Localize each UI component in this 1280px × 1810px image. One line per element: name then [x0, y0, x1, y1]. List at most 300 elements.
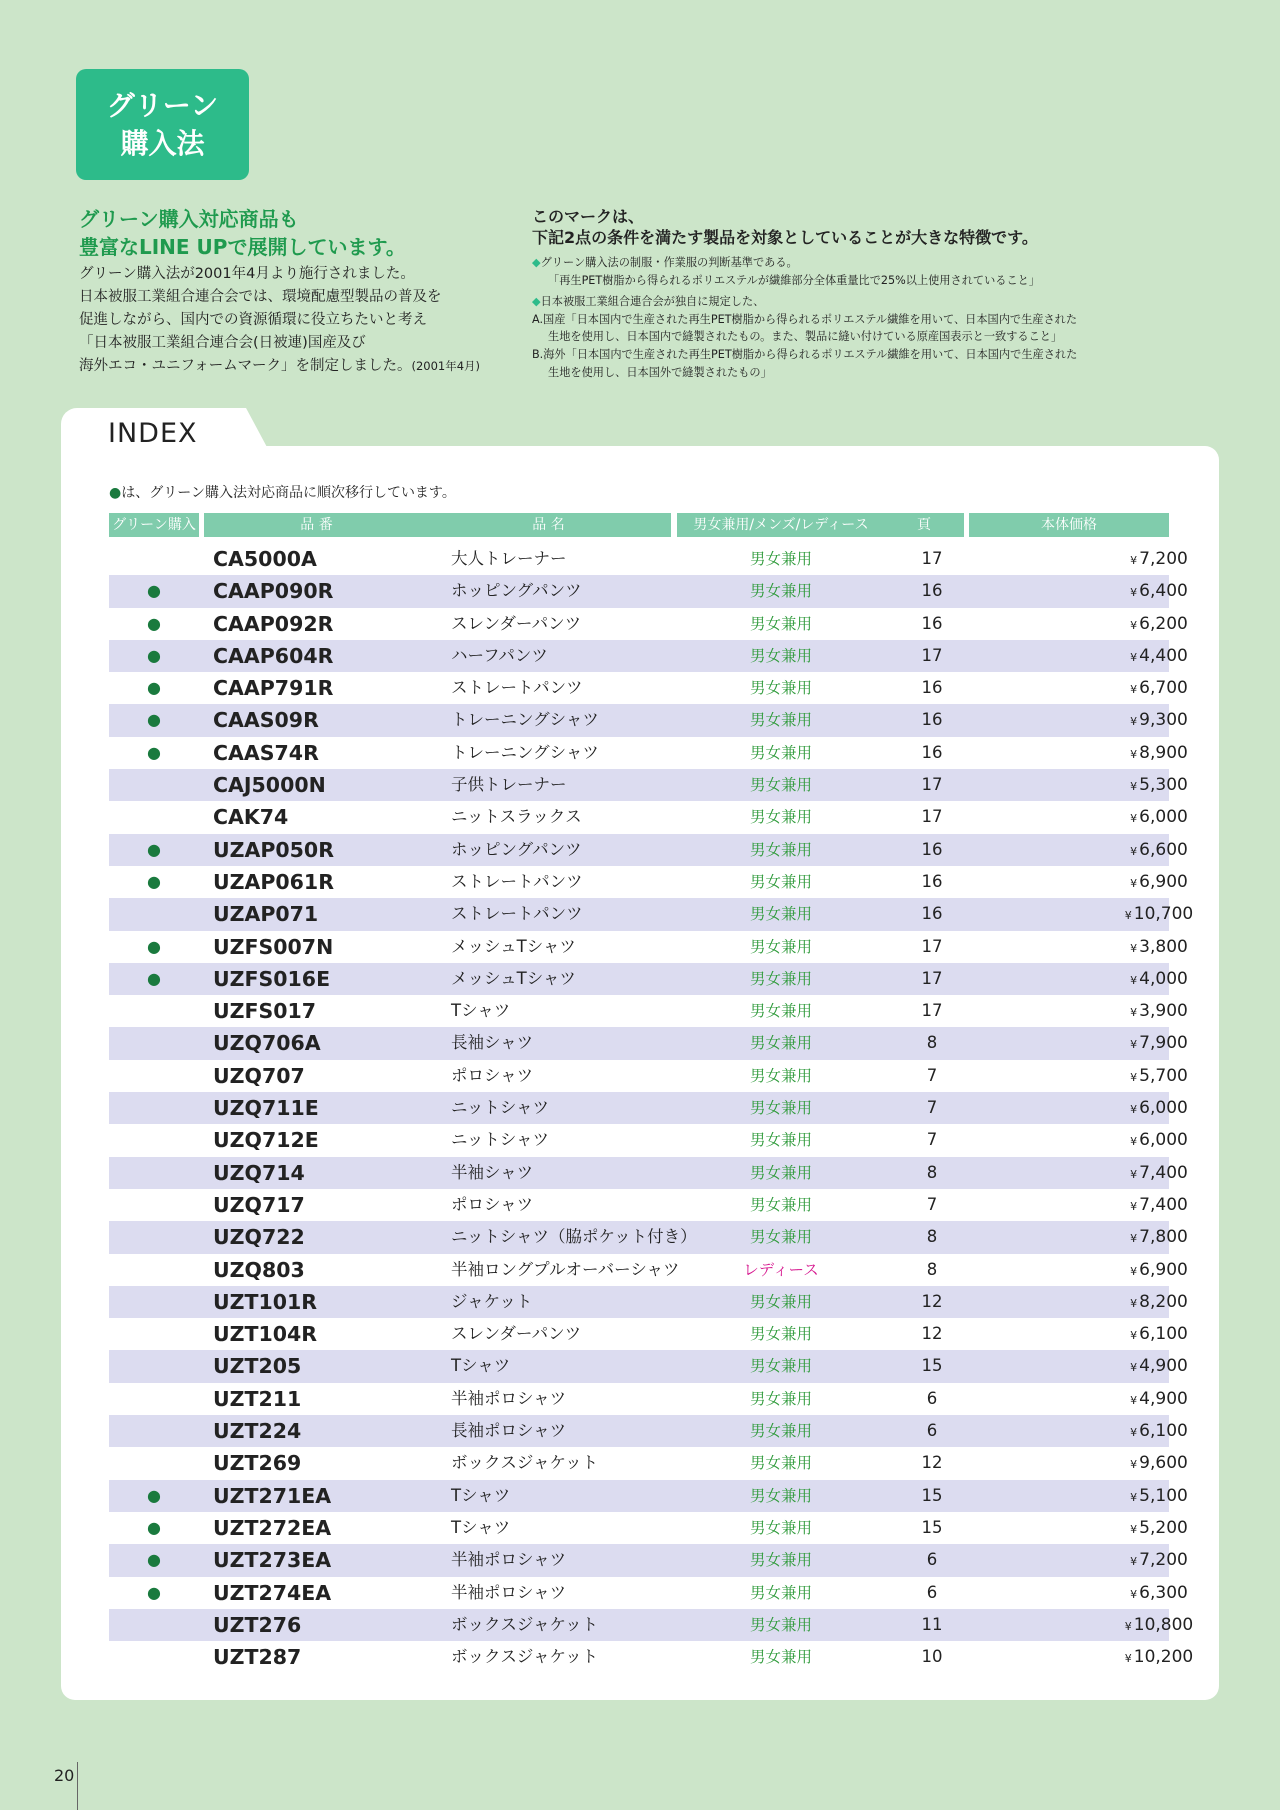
intro-left — [79, 205, 519, 378]
table-row — [109, 704, 1188, 736]
product-name: Tシャツ — [451, 1517, 511, 1537]
yen-sign: ¥ — [1130, 618, 1138, 632]
green-mark: ● — [147, 581, 161, 601]
price-value: 7,900 — [1139, 1033, 1188, 1054]
header-code: 品 番 — [204, 513, 429, 537]
product-code: UZT269 — [213, 1451, 302, 1476]
page-ref: 16 — [921, 710, 943, 730]
product-name: ニットシャツ（脇ポケット付き） — [451, 1227, 697, 1247]
price-value: 10,200 — [1133, 1647, 1194, 1668]
table-row — [109, 1350, 1188, 1382]
gender-type: 男女兼用 — [749, 1066, 812, 1085]
price — [1009, 1383, 1209, 1415]
product-code: UZAP071 — [213, 902, 319, 927]
green-mark: ● — [147, 839, 161, 859]
yen-sign: ¥ — [1130, 1329, 1138, 1343]
product-code: CAAP092R — [213, 611, 334, 636]
table-header — [109, 513, 1169, 537]
product-name: スレンダーパンツ — [451, 613, 582, 633]
body-line — [79, 355, 519, 378]
price-value: 6,900 — [1139, 871, 1188, 892]
page-ref: 8 — [926, 1259, 938, 1279]
product-code: UZT211 — [213, 1386, 302, 1411]
price — [1009, 608, 1209, 640]
price-value: 6,700 — [1139, 678, 1188, 699]
gender-type: 男女兼用 — [749, 1131, 812, 1150]
product-code: UZQ712E — [213, 1128, 319, 1153]
page-ref: 16 — [921, 871, 943, 891]
mark-notes — [532, 254, 1172, 381]
price-value: 7,200 — [1139, 549, 1188, 569]
green-mark: ● — [147, 1485, 161, 1505]
index-note-text: は、グリーン購入法対応商品に順次移行しています。 — [121, 485, 456, 501]
table-row — [109, 575, 1188, 607]
table-row — [109, 1415, 1188, 1447]
table-row — [109, 1157, 1188, 1189]
product-code: UZT276 — [213, 1612, 302, 1637]
price — [1009, 1221, 1209, 1253]
price-value: 10,800 — [1133, 1614, 1194, 1635]
gender-type: 男女兼用 — [749, 1648, 812, 1667]
yen-sign: ¥ — [1130, 650, 1138, 664]
product-name: 半袖ポロシャツ — [451, 1388, 567, 1408]
product-code: CAAP090R — [213, 579, 334, 604]
product-code: UZAP061R — [213, 869, 334, 894]
green-mark: ● — [147, 613, 161, 633]
product-name: メッシュTシャツ — [451, 968, 576, 988]
price-value: 5,700 — [1139, 1065, 1188, 1086]
mark-headline — [532, 206, 1172, 248]
product-code: CAAP791R — [213, 676, 334, 701]
price — [1009, 1577, 1209, 1609]
note-line: B.海外「日本国内で生産された再生PET樹脂から得られるポリエステル繊維を用いて、日本国内で生産された — [532, 347, 1078, 361]
price-value: 7,200 — [1139, 1550, 1188, 1571]
green-mark — [109, 1318, 199, 1350]
table-row — [109, 995, 1188, 1027]
page-ref: 15 — [921, 1356, 943, 1376]
price — [1009, 1189, 1209, 1221]
price-value: 6,400 — [1139, 581, 1188, 602]
page-ref: 7 — [926, 1130, 938, 1150]
green-mark — [109, 995, 199, 1027]
note-line: 生地を使用し、日本国内で縫製されたもの。また、製品に縫い付けている原産国表示と一致すること」 — [548, 330, 1063, 344]
green-mark — [109, 1124, 199, 1156]
header-green: グリーン購入 — [109, 513, 199, 537]
gender-type: 男女兼用 — [749, 1583, 812, 1602]
gender-type: 男女兼用 — [749, 1002, 812, 1021]
note-line: 生地を使用し、日本国外で縫製されたもの」 — [548, 365, 772, 379]
product-name: ニットシャツ — [451, 1098, 550, 1118]
yen-sign: ¥ — [1130, 1490, 1138, 1504]
price — [1009, 963, 1209, 995]
table-row — [109, 608, 1188, 640]
product-name: ストレートパンツ — [451, 871, 583, 891]
product-code: UZQ706A — [213, 1031, 321, 1056]
table-row — [109, 1221, 1188, 1253]
body-line-text: 海外エコ・ユニフォームマーク」を制定しました。 — [79, 358, 412, 374]
product-name: ボックスジャケット — [451, 1453, 599, 1473]
table-row — [109, 866, 1188, 898]
price — [1009, 1157, 1209, 1189]
page-ref: 7 — [926, 1194, 938, 1214]
yen-sign: ¥ — [1130, 1167, 1138, 1181]
gender-type: 男女兼用 — [749, 582, 812, 601]
product-name: 半袖ロングプルオーバーシャツ — [451, 1259, 680, 1279]
price-value: 9,300 — [1139, 710, 1188, 731]
price-value: 6,300 — [1139, 1582, 1188, 1603]
price — [1009, 1286, 1209, 1318]
table-row — [109, 1447, 1188, 1479]
yen-sign: ¥ — [1130, 1070, 1138, 1084]
price — [1009, 1415, 1209, 1447]
product-name: トレーニングシャツ — [451, 742, 599, 762]
table-row — [109, 1286, 1188, 1318]
product-name: Tシャツ — [451, 1356, 511, 1376]
green-dot-icon: ● — [109, 485, 122, 501]
gender-type: 男女兼用 — [749, 1292, 812, 1311]
green-mark — [109, 1286, 199, 1318]
yen-sign: ¥ — [1130, 1199, 1138, 1213]
note-text: 日本被服工業組合連合会が独自に規定した、 — [540, 295, 765, 309]
note-line: A.国産「日本国内で生産された再生PET樹脂から得られるポリエステル繊維を用いて、日本国内で生産された — [532, 312, 1078, 326]
gender-type: 男女兼用 — [749, 872, 812, 891]
page-ref: 17 — [921, 1001, 943, 1021]
page-ref: 6 — [926, 1421, 938, 1441]
yen-sign: ¥ — [1130, 973, 1138, 987]
product-code: UZQ717 — [213, 1192, 305, 1217]
gender-type: 男女兼用 — [749, 711, 812, 730]
gender-type: 男女兼用 — [749, 1163, 812, 1182]
note-line — [532, 254, 1172, 272]
table-row — [109, 1577, 1188, 1609]
yen-sign: ¥ — [1124, 1652, 1132, 1666]
product-code: UZT271EA — [213, 1483, 332, 1508]
product-name: 半袖シャツ — [451, 1162, 534, 1182]
page-ref: 6 — [926, 1550, 938, 1570]
diamond-icon: ◆ — [532, 295, 541, 309]
page-ref: 7 — [926, 1098, 938, 1118]
price — [1009, 575, 1209, 607]
yen-sign: ¥ — [1130, 941, 1138, 955]
headline-line-2: 豊富なLINE UPで展開しています。 — [79, 235, 406, 259]
page-ref: 15 — [921, 1485, 943, 1505]
table-row — [109, 1254, 1188, 1286]
page-ref: 11 — [921, 1614, 943, 1634]
price — [1009, 1641, 1209, 1673]
table-row — [109, 640, 1188, 672]
price — [1009, 1609, 1209, 1641]
price — [1009, 1318, 1209, 1350]
product-name: メッシュTシャツ — [451, 936, 576, 956]
price-value: 6,000 — [1139, 1130, 1188, 1151]
body-line: 促進しながら、国内での資源循環に役立ちたいと考え — [79, 312, 427, 328]
product-name: 半袖ポロシャツ — [451, 1550, 567, 1570]
yen-sign: ¥ — [1130, 554, 1138, 567]
index-note — [109, 482, 456, 502]
page-ref: 17 — [921, 807, 943, 827]
gender-type: 男女兼用 — [749, 1195, 812, 1214]
price-value: 6,100 — [1139, 1421, 1188, 1442]
page-ref: 17 — [921, 775, 943, 795]
price-value: 6,200 — [1139, 613, 1188, 634]
product-code: UZT272EA — [213, 1515, 332, 1540]
price-value: 7,400 — [1139, 1162, 1188, 1183]
note-line: 「再生PET樹脂から得られるポリエステルが繊維部分全体重量比で25%以上使用されていること」 — [548, 273, 1041, 287]
yen-sign: ¥ — [1124, 909, 1132, 923]
body-line: 「日本被服工業組合連合会(日被連)国産及び — [79, 335, 366, 351]
yen-sign: ¥ — [1130, 683, 1138, 697]
page-ref: 10 — [921, 1647, 943, 1667]
yen-sign: ¥ — [1130, 780, 1138, 794]
table-row — [109, 1060, 1188, 1092]
gender-type: 男女兼用 — [749, 1389, 812, 1408]
price — [1009, 931, 1209, 963]
product-name: Tシャツ — [451, 1001, 511, 1021]
price-value: 6,600 — [1139, 839, 1188, 860]
intro-body — [79, 263, 519, 378]
product-code: UZQ714 — [213, 1160, 305, 1185]
price-value: 4,400 — [1139, 645, 1188, 666]
note-text: グリーン購入法の制服・作業服の判断基準である。 — [540, 256, 798, 269]
yen-sign: ¥ — [1130, 876, 1138, 890]
green-mark — [109, 1609, 199, 1641]
product-code: CAK74 — [213, 805, 289, 830]
product-code: UZAP050R — [213, 837, 334, 862]
body-line: 日本被服工業組合連合会では、環境配慮型製品の普及を — [79, 289, 442, 305]
gender-type: 男女兼用 — [749, 1486, 812, 1505]
table-row — [109, 1544, 1188, 1576]
gender-type: レディース — [743, 1260, 819, 1279]
green-mark: ● — [147, 742, 161, 762]
product-code: CAAP604R — [213, 643, 334, 668]
yen-sign: ¥ — [1130, 1006, 1138, 1020]
intro-right — [532, 206, 1172, 381]
table-row — [109, 1124, 1188, 1156]
green-mark: ● — [147, 1582, 161, 1602]
table-row — [109, 737, 1188, 769]
product-code: UZT224 — [213, 1419, 302, 1444]
yen-sign: ¥ — [1130, 844, 1138, 858]
price-value: 6,100 — [1139, 1324, 1188, 1345]
product-code: CAAS74R — [213, 740, 319, 765]
price — [1009, 1512, 1209, 1544]
price — [1009, 1350, 1209, 1382]
page-ref: 6 — [926, 1582, 938, 1602]
price — [1009, 737, 1209, 769]
page-ref: 17 — [921, 645, 943, 665]
product-code: UZQ711E — [213, 1096, 319, 1121]
product-name: スレンダーパンツ — [451, 1324, 582, 1344]
green-mark: ● — [147, 936, 161, 956]
price — [1009, 1092, 1209, 1124]
green-purchase-badge — [76, 69, 249, 180]
price — [1009, 543, 1209, 575]
table-row — [109, 1027, 1188, 1059]
price — [1009, 769, 1209, 801]
product-name: ジャケット — [451, 1291, 533, 1311]
gender-type: 男女兼用 — [749, 776, 812, 795]
headline-line-1: グリーン購入対応商品も — [79, 207, 299, 231]
table-row — [109, 931, 1188, 963]
page-ref: 16 — [921, 613, 943, 633]
page-ref: 8 — [926, 1162, 938, 1182]
green-mark — [109, 1060, 199, 1092]
green-mark: ● — [147, 1517, 161, 1537]
product-name: ニットシャツ — [451, 1130, 550, 1150]
product-code: UZT287 — [213, 1645, 302, 1670]
table-row — [109, 1189, 1188, 1221]
page-ref: 8 — [926, 1033, 938, 1053]
green-mark — [109, 1189, 199, 1221]
gender-type: 男女兼用 — [749, 614, 812, 633]
gender-type: 男女兼用 — [749, 550, 812, 568]
yen-sign: ¥ — [1130, 1555, 1138, 1569]
product-name: ホッピングパンツ — [451, 839, 582, 859]
page-ref: 8 — [926, 1227, 938, 1247]
product-code: UZT205 — [213, 1354, 302, 1379]
price — [1009, 1060, 1209, 1092]
yen-sign: ¥ — [1130, 1522, 1138, 1536]
price — [1009, 995, 1209, 1027]
gender-type: 男女兼用 — [749, 1099, 812, 1118]
price — [1009, 1480, 1209, 1512]
mark-headline-line-2: 下記2点の条件を満たす製品を対象としていることが大きな特徴です。 — [532, 228, 1038, 247]
green-mark: ● — [147, 710, 161, 730]
green-mark — [109, 1350, 199, 1382]
price-value: 8,200 — [1139, 1291, 1188, 1312]
product-code: CAAS09R — [213, 708, 319, 733]
price-value: 5,200 — [1139, 1517, 1188, 1538]
product-code: UZT101R — [213, 1289, 318, 1314]
gender-type: 男女兼用 — [749, 969, 812, 988]
green-mark: ● — [147, 968, 161, 988]
price — [1009, 898, 1209, 930]
green-mark — [109, 1027, 199, 1059]
page-ref: 12 — [921, 1453, 943, 1473]
price-value: 4,000 — [1139, 968, 1188, 989]
price-value: 4,900 — [1139, 1388, 1188, 1409]
price — [1009, 834, 1209, 866]
price — [1009, 1254, 1209, 1286]
green-mark — [109, 769, 199, 801]
price-value: 3,900 — [1139, 1001, 1188, 1022]
green-mark — [109, 1157, 199, 1189]
table-row — [109, 1318, 1188, 1350]
product-code: UZFS016E — [213, 966, 331, 991]
gender-type: 男女兼用 — [749, 743, 812, 762]
header-price: 本体価格 — [969, 513, 1169, 537]
product-code: UZQ722 — [213, 1225, 305, 1250]
page-ref: 17 — [921, 968, 943, 988]
gender-type: 男女兼用 — [749, 1551, 812, 1570]
product-name: ハーフパンツ — [451, 645, 548, 665]
gender-type: 男女兼用 — [749, 905, 812, 924]
price-value: 3,800 — [1139, 936, 1188, 957]
product-code: UZT274EA — [213, 1580, 332, 1605]
yen-sign: ¥ — [1130, 1587, 1138, 1601]
product-code: UZFS017 — [213, 999, 317, 1024]
page-ref: 16 — [921, 742, 943, 762]
badge-line-1: グリーン — [106, 88, 219, 122]
page-ref: 12 — [921, 1324, 943, 1344]
page-number: 20 — [54, 1766, 75, 1785]
gender-type: 男女兼用 — [749, 1454, 812, 1473]
gender-type: 男女兼用 — [749, 1357, 812, 1376]
table-row — [109, 1641, 1194, 1673]
gender-type: 男女兼用 — [749, 1518, 812, 1537]
page-ref: 16 — [921, 839, 943, 859]
product-name: ストレートパンツ — [451, 678, 583, 698]
yen-sign: ¥ — [1124, 1619, 1132, 1633]
green-mark — [109, 1383, 199, 1415]
green-mark — [109, 1221, 199, 1253]
price-value: 7,800 — [1139, 1227, 1188, 1248]
product-name: トレーニングシャツ — [451, 710, 599, 730]
yen-sign: ¥ — [1130, 1264, 1138, 1278]
price — [1009, 672, 1209, 704]
page-ref: 16 — [921, 904, 943, 924]
page-ref: 17 — [921, 936, 943, 956]
price-value: 6,000 — [1139, 1098, 1188, 1119]
product-code: UZQ707 — [213, 1063, 305, 1088]
yen-sign: ¥ — [1130, 812, 1138, 826]
price — [1009, 1027, 1209, 1059]
body-date: (2001年4月) — [411, 359, 481, 373]
intro-headline — [79, 205, 519, 261]
gender-type: 男女兼用 — [749, 1325, 812, 1344]
product-name: ホッピングパンツ — [451, 581, 582, 601]
product-name: ストレートパンツ — [451, 904, 583, 924]
gender-type: 男女兼用 — [749, 1422, 812, 1441]
gender-type: 男女兼用 — [749, 840, 812, 859]
index-table-body — [109, 543, 1194, 1673]
product-code: UZT273EA — [213, 1548, 332, 1573]
price — [1009, 1447, 1209, 1479]
green-mark: ● — [147, 871, 161, 891]
price-value: 6,000 — [1139, 807, 1188, 828]
table-row — [109, 1480, 1188, 1512]
yen-sign: ¥ — [1130, 715, 1138, 729]
price-value: 7,400 — [1139, 1194, 1188, 1215]
product-name: Tシャツ — [451, 1485, 511, 1505]
product-code: CAJ5000N — [213, 773, 326, 798]
product-code: UZQ803 — [213, 1257, 305, 1282]
page-ref: 6 — [926, 1388, 938, 1408]
page-ref: 12 — [921, 1291, 943, 1311]
price — [1009, 801, 1209, 833]
price — [1009, 640, 1209, 672]
green-mark — [109, 1641, 199, 1673]
price — [1009, 1124, 1209, 1156]
table-row — [109, 1512, 1188, 1544]
yen-sign: ¥ — [1130, 1232, 1138, 1246]
price-value: 10,700 — [1133, 904, 1194, 925]
green-mark: ● — [147, 678, 161, 698]
table-row — [109, 1383, 1188, 1415]
yen-sign: ¥ — [1130, 1038, 1138, 1052]
table-row — [109, 672, 1188, 704]
yen-sign: ¥ — [1130, 1135, 1138, 1149]
page-ref: 16 — [921, 581, 943, 601]
yen-sign: ¥ — [1130, 1426, 1138, 1440]
product-name: 半袖ポロシャツ — [451, 1582, 567, 1602]
price — [1009, 704, 1209, 736]
yen-sign: ¥ — [1130, 1393, 1138, 1407]
product-name: ボックスジャケット — [451, 1647, 599, 1667]
body-line: グリーン購入法が2001年4月より施行されました。 — [79, 266, 415, 282]
price — [1009, 1544, 1209, 1576]
yen-sign: ¥ — [1130, 1296, 1138, 1310]
